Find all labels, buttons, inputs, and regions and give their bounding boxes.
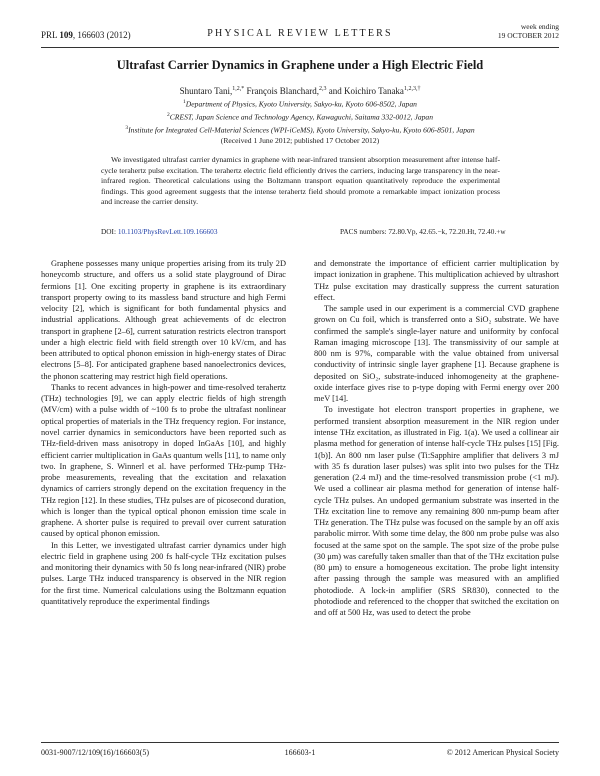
author-name: and Koichiro Tanaka: [326, 86, 404, 96]
article-number: 166603 (2012): [77, 30, 131, 40]
page-footer: [41, 748, 559, 760]
doi-link[interactable]: 10.1103/PhysRevLett.109.166603: [117, 227, 218, 236]
doi: DOI: 10.1103/PhysRevLett.109.166603: [101, 227, 218, 236]
week-label: week ending: [520, 22, 559, 31]
affiliation: $^1$Department of Physics, Kyoto University, Sakyo-ku, Kyoto 606-8502, Japan: [183, 99, 417, 109]
page-number: 166603-1: [284, 748, 316, 757]
author-affil-sup: 1,2,*: [232, 86, 245, 92]
author-name: Shuntaro Tani,: [179, 86, 233, 96]
body-paragraph: Graphene possesses many unique properties arising from its truly 2D honeycomb structure, and offers us a solid state playground of Dirac fermions [1]. One exciting property in graphene is its extraordinary transport property owing to its massless band structure and high Fermi velocity [2], which is significant for both fundamental physics and industrial applications. Although great achievements of dc electron transport in graphene [2–6], current saturation restricts electron transport under a high electric field with field strength over 10 kV/cm, and has been attributed to optical phonon emission in high-energy states of Dirac electrons [5–8]. For anticipated graphene based nanoelectronics devices, the phonon scattering may restrict high field operations.: [41, 259, 286, 381]
issue-date: [498, 22, 559, 40]
body-paragraph: In this Letter, we investigated ultrafast carrier dynamics under high electric field in graphene using 200 fs half-cycle THz excitation pulses and monitoring their dynamics with 50 fs long near-infrared (NIR) probe pulses. Large THz induced transparency is observed in the NIR region for the first time. Numerical calculations using the Boltzmann equation quantitatively reproduce the experimental findings: [41, 540, 286, 606]
received-dates: (Received 1 June 2012; published 17 October 2012): [220, 136, 380, 146]
affiliations: [40, 97, 560, 147]
pacs-numbers: PACS numbers: 72.80.Vp, 42.65.−k, 72.20.Ht, 72.40.+w: [340, 227, 506, 236]
article-title: Ultrafast Carrier Dynamics in Graphene under a High Electric Field: [116, 58, 484, 72]
journal-name: PHYSICAL REVIEW LETTERS: [207, 28, 393, 39]
journal-abbrev: PRL: [41, 30, 58, 40]
author-affil-sup: 2,3: [319, 86, 327, 92]
footer-rule: [41, 742, 559, 743]
body-paragraph: To investigate hot electron transport properties in graphene, we performed transient absorption measurement in the NIR region under intense THz excitation, as illustrated in Fig. 1(a). We used a collinear air plasma method for generation of intense half-cycle THz pulses [15] [Fig. 1(b)]. An 800 nm laser pulse (Ti:Sapphire amplifier that delivers 3 mJ with 35 fs duration laser pulses) was split into two pulses for the THz generation (2.4 mJ) and the time-resolved transmission probe (<1 mJ). We used a collinear air plasma method for generation of intense half-cycle THz pulses. An undoped germanium substrate was inserted in the THz excitation line to remove any remaining 800 nm-pump beam after THz generation. The THz pulse was focused on the sample by an off axis parabolic mirror. With some time delay, the 800 nm probe pulse was also focused at the same spot on the sample. The spot size of the probe pulse (30 μm) was carefully taken smaller than that of the THz excitation pulse (80 μm) to ensure a homogeneous excitation. The probe light intensity after passing through the sample was measured with an amplified photodiode. A lock-in amplifier (SRS SR830), connected to the photodiode and referenced to the chopper that switched the excitation on and off at 500 Hz, was used to detect the probe: [314, 405, 559, 618]
body-column-right: [314, 258, 559, 619]
affiliation: $^3$Institute for Integrated Cell-Material Sciences (WPI-iCeMS), Kyoto University, Sakyo-ku, Kyoto 606-8501, Japan: [125, 125, 475, 135]
running-header: [41, 22, 559, 46]
body-paragraph: Thanks to recent advances in high-power and time-resolved terahertz (THz) technologies [9], we can apply electric fields of high strength (MV/cm) with a pulse width of ~100 fs to probe the ultrafast nonlinear optical properties of materials in the THz frequency region. For instance, novel carrier dynamics in semiconductors have been reported such as THz-field-driven mass anisotropy in doped InGaAs [10], and highly efficient carrier multiplication in GaAs quantum wells [11], to name only two. In graphene, S. Winnerl et al. have performed THz-pump THz-probe measurements, revealing that the excitation and relaxation dynamics of carriers strongly depend on the excitation frequency in the THz region [12]. In these studies, THz pulses are of picosecond duration, which is longer than the typical optical phonon emission time scale in graphene. A shorter pulse is required to prevail over current saturation caused by optical phonon emission.: [41, 382, 286, 539]
body-column-left: [41, 258, 286, 607]
abstract: We investigated ultrafast carrier dynamics in graphene with near-infrared transient absorption measurement after intense half-cycle terahertz pulse excitation. The terahertz electric field efficiently drives the carriers, inducing large transparency in the near-infrared region. Theoretical calculations using the Boltzmann transport equation quantitatively reproduce the experimental findings. This good agreement suggests that the intense terahertz field should promote a remarkable impact ionization process and increase the carrier density.: [101, 155, 500, 207]
date-label: 19 OCTOBER 2012: [497, 31, 559, 40]
author-affil-sup: 1,2,3,†: [403, 86, 421, 92]
copyright: © 2012 American Physical Society: [446, 748, 559, 757]
issn-code: 0031-9007/12/109(16)/166603(5): [41, 748, 149, 757]
affiliation: $^2$CREST, Japan Science and Technology Agency, Kawaguchi, Saitama 332-0012, Japan: [166, 112, 434, 122]
body-paragraph: The sample used in our experiment is a commercial CVD graphene grown on Cu foil, which is transferred onto a SiO₂ substrate. We have confirmed the sample's single-layer nature and uniformity by confocal Raman imaging microscope [13]. The transmissivity of our sample at 800 nm is 97%, comparable with the value obtained from universal conductivity of intrinsic single layer graphene [1]. Because graphene is deposited on SiO₂, substrate-induced inhomogeneity at the graphene-oxide interface gives rise to p-type doping with Fermi energy over 200 meV [14].: [314, 304, 559, 404]
citation-label: PRL 109, 166603 (2012): [41, 30, 131, 40]
body-paragraph: and demonstrate the importance of efficient carrier multiplication by impact ionization in graphene. This multiplication achieved by ultrashort THz pulse excitation may drastically suppress the current saturation effect.: [314, 259, 559, 302]
author-name: François Blanchard,: [244, 86, 319, 96]
author-list: [40, 86, 560, 96]
header-rule: [41, 47, 559, 48]
volume: 109: [59, 30, 73, 40]
